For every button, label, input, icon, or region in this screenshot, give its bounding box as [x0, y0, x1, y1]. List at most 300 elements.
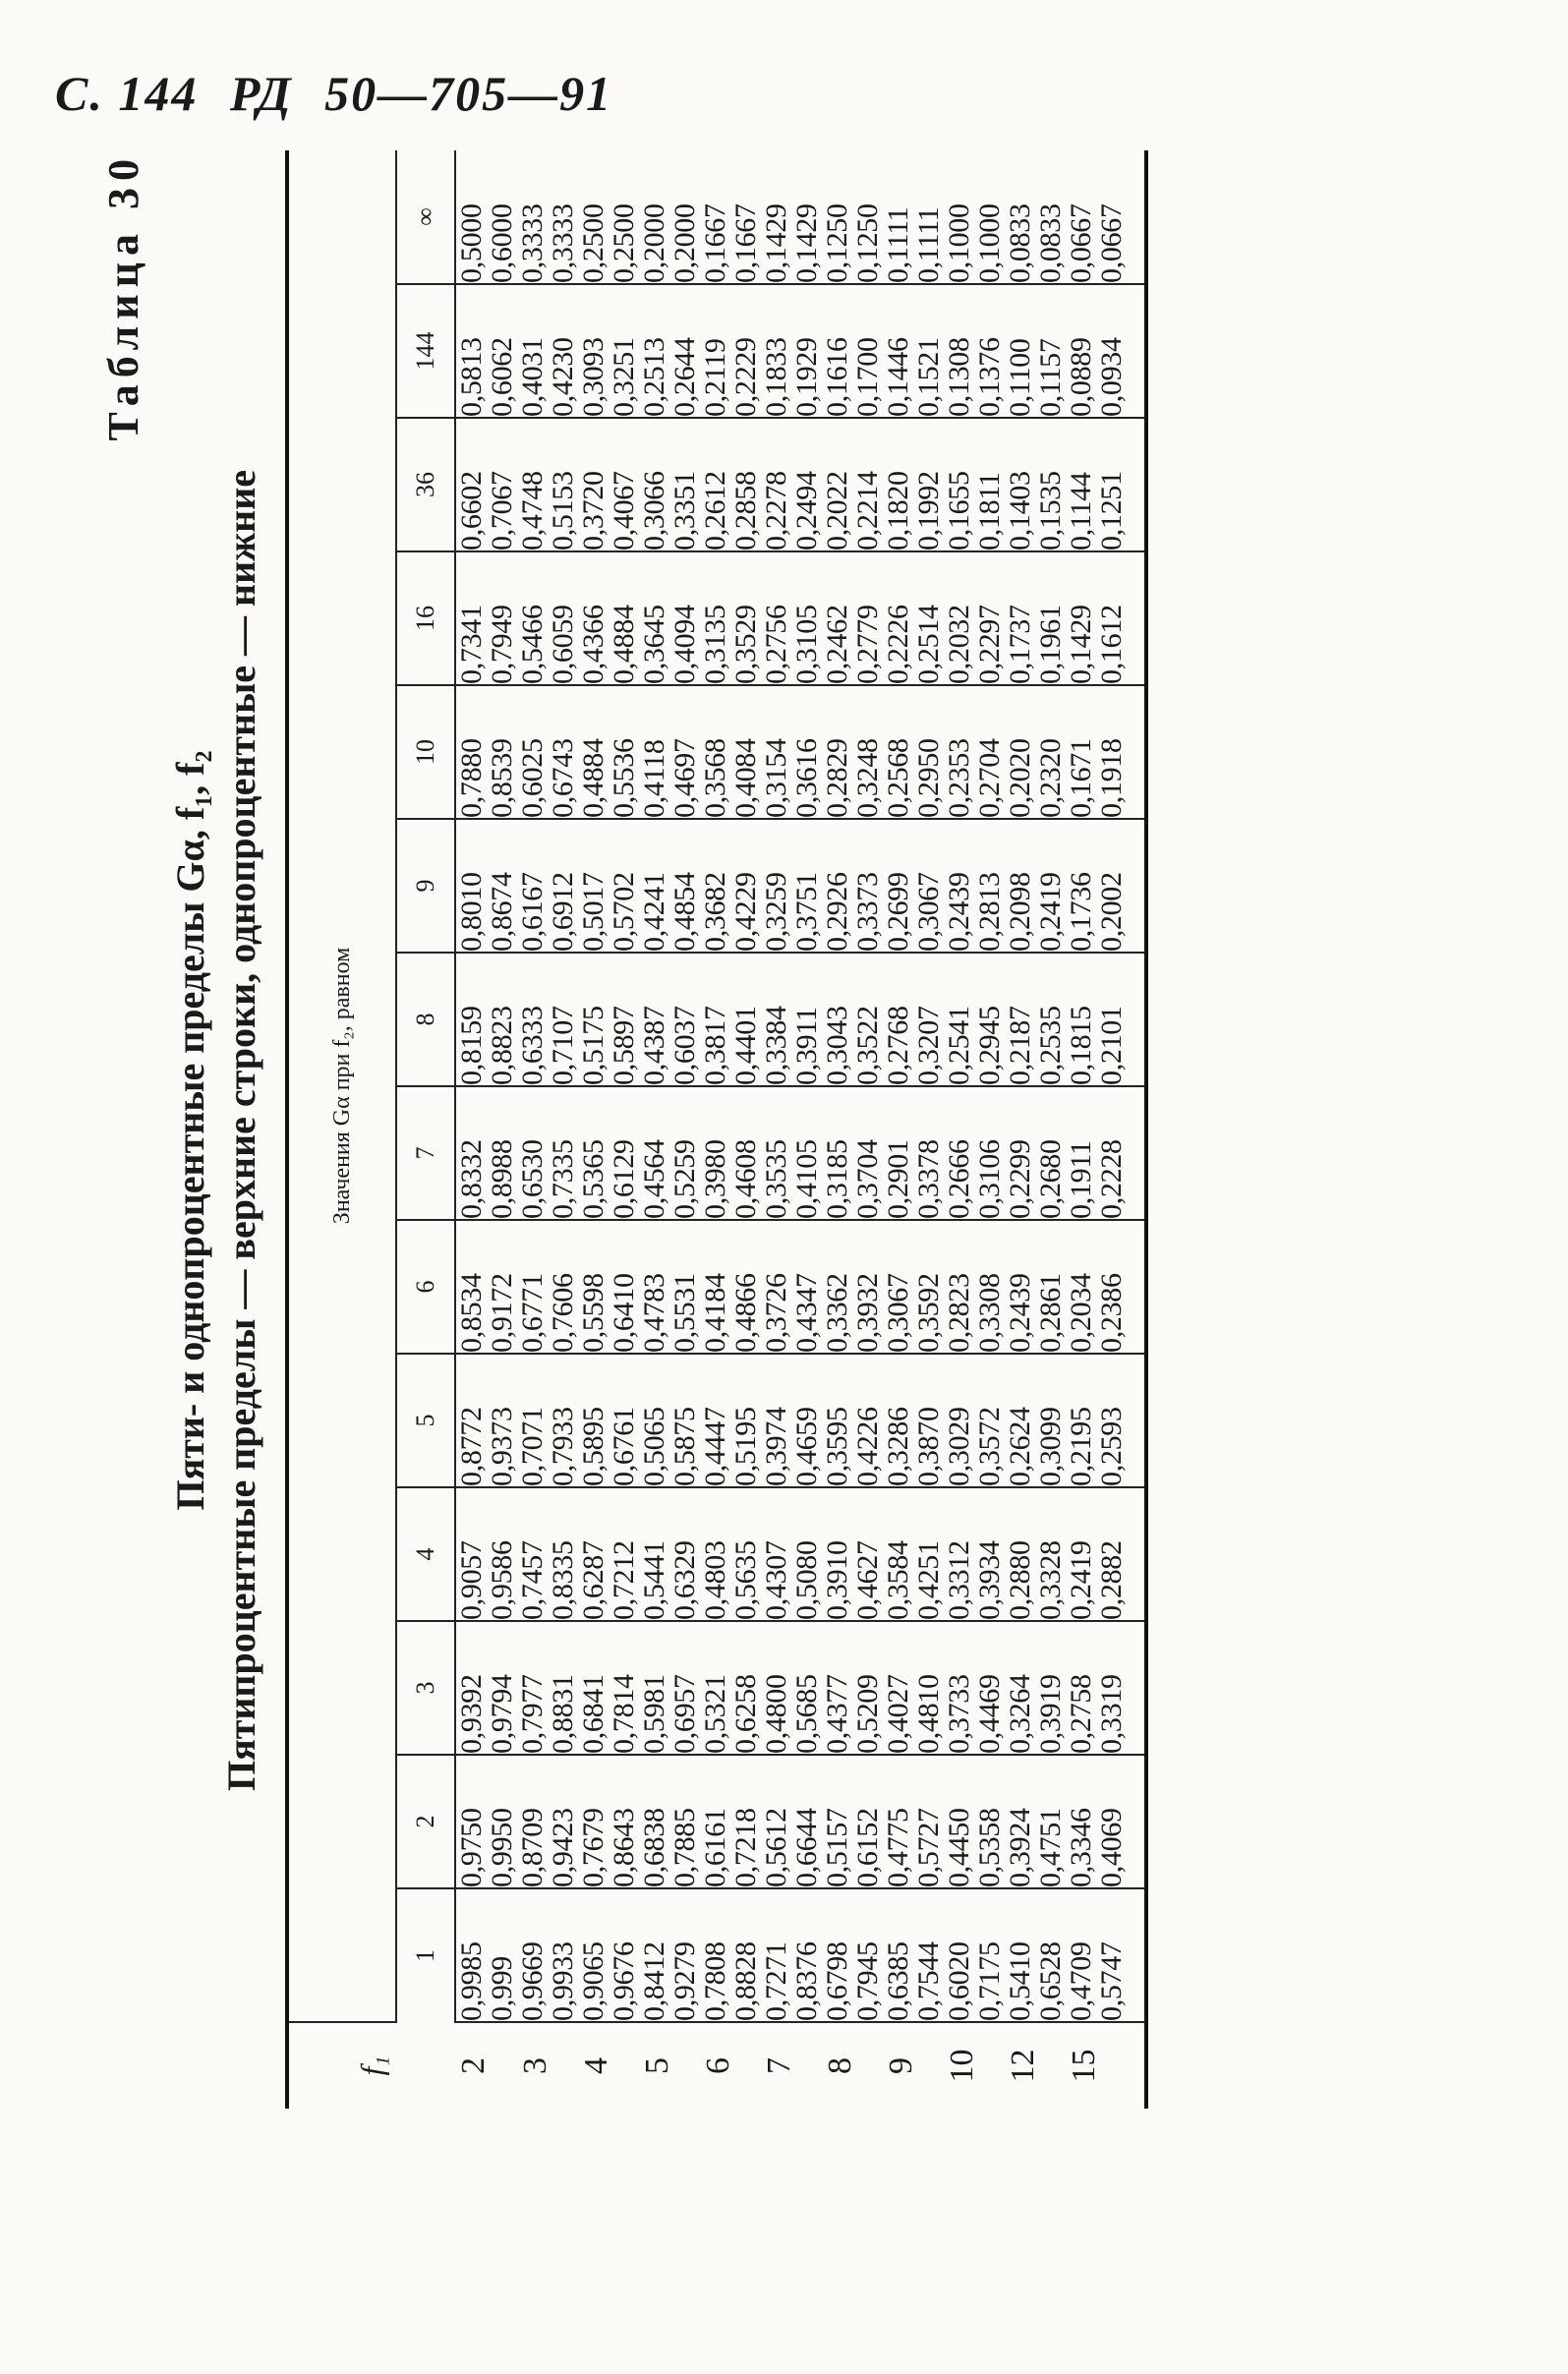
five-percent-value: 0,2000	[638, 203, 670, 283]
table-cell	[944, 150, 1005, 284]
five-percent-value: 0,5065	[638, 1407, 670, 1486]
table-cell	[822, 1888, 883, 2022]
one-percent-value: 0,5536	[608, 738, 640, 818]
one-percent-value: 0,4084	[729, 738, 762, 818]
five-percent-value: 0,2666	[943, 1139, 975, 1219]
table-cell	[578, 819, 639, 953]
one-percent-value: 0,8674	[486, 872, 518, 952]
five-percent-value: 0,2568	[882, 738, 914, 818]
five-percent-value: 0,0667	[1065, 203, 1097, 283]
table-cell	[639, 418, 700, 551]
five-percent-value: 0,1111	[882, 206, 914, 283]
five-percent-value: 0,2624	[1004, 1407, 1036, 1486]
table-cell	[761, 284, 822, 418]
one-percent-value: 0,1250	[851, 203, 884, 283]
one-percent-value: 0,2228	[1095, 1139, 1128, 1219]
rotated-table-block	[99, 152, 1465, 2109]
five-percent-value: 0,4775	[882, 1808, 914, 1887]
one-percent-value: 0,4230	[547, 337, 579, 417]
five-percent-value: 0,8332	[455, 1139, 488, 1219]
one-percent-value: 0,4251	[912, 1540, 945, 1620]
one-percent-value: 0,4067	[608, 471, 640, 550]
table-cell	[944, 551, 1005, 685]
one-percent-value: 0,7544	[912, 1941, 945, 2021]
table-cell	[639, 1220, 700, 1354]
one-percent-value: 0,8643	[608, 1808, 640, 1887]
five-percent-value: 0,5466	[516, 605, 549, 684]
one-percent-value: 0,4069	[1095, 1808, 1128, 1887]
table-cell	[883, 1487, 944, 1621]
table-cell	[761, 1354, 822, 1487]
five-percent-value: 0,3924	[1004, 1808, 1036, 1887]
one-percent-value: 0,3106	[973, 1139, 1006, 1219]
one-percent-value: 0,3870	[912, 1407, 945, 1486]
table-cell	[883, 150, 944, 284]
table-row	[944, 150, 1005, 2109]
table-cell	[517, 1621, 578, 1755]
one-percent-value: 0,5685	[790, 1674, 823, 1754]
five-percent-value: 0,9985	[455, 1941, 488, 2021]
one-percent-value: 0,3616	[790, 738, 823, 818]
table-cell	[578, 150, 639, 284]
one-percent-value: 0,7606	[547, 1273, 579, 1353]
one-percent-value: 0,2494	[790, 471, 823, 550]
table-cell	[639, 1755, 700, 1888]
five-percent-value: 0,3726	[760, 1273, 792, 1353]
one-percent-value: 0,2945	[973, 1006, 1006, 1085]
table-cell	[578, 418, 639, 551]
five-percent-value: 0,4031	[516, 337, 549, 417]
table-cell	[1066, 1755, 1146, 1888]
five-percent-value: 0,1737	[1004, 605, 1036, 684]
five-percent-value: 0,3093	[577, 337, 610, 417]
table-cell	[455, 150, 517, 284]
five-percent-value: 0,0833	[1004, 203, 1036, 283]
table-cell	[517, 418, 578, 551]
five-percent-value: 0,2901	[882, 1139, 914, 1219]
one-percent-value: 0,2704	[973, 738, 1006, 818]
one-percent-value: 0,8376	[790, 1941, 823, 2021]
table-cell	[761, 150, 822, 284]
table-cell	[822, 1487, 883, 1621]
table-title: Пяти- и однопроцентные пределы Gα, f₁, f₂	[168, 750, 212, 1511]
five-percent-value: 0,7808	[699, 1941, 731, 2021]
five-percent-value: 0,3595	[821, 1407, 853, 1486]
table-cell	[944, 1354, 1005, 1487]
table-cell	[639, 150, 700, 284]
one-percent-value: 0,9950	[486, 1808, 518, 1887]
table-cell	[455, 1755, 517, 1888]
five-percent-value: 0,4447	[699, 1407, 731, 1486]
table-row	[700, 150, 761, 2109]
one-percent-value: 0,4697	[668, 738, 701, 818]
table-cell	[700, 1086, 761, 1220]
one-percent-value: 0,9676	[608, 1941, 640, 2021]
one-percent-value: 0,999	[486, 1955, 518, 2021]
five-percent-value: 0,6530	[516, 1139, 549, 1219]
table-cell	[639, 284, 700, 418]
five-percent-value: 0,2419	[1065, 1540, 1097, 1620]
five-percent-value: 0,3817	[699, 1006, 731, 1085]
one-percent-value: 0,5531	[668, 1273, 701, 1353]
table-cell	[761, 1621, 822, 1755]
table-cell	[1005, 418, 1066, 551]
one-percent-value: 0,2320	[1034, 738, 1067, 818]
table-cell	[944, 1220, 1005, 1354]
five-percent-value: 0,2768	[882, 1006, 914, 1085]
one-percent-value: 0,2644	[668, 337, 701, 417]
five-percent-value: 0,5598	[577, 1273, 610, 1353]
five-percent-value: 0,5441	[638, 1540, 670, 1620]
table-cell	[1005, 1220, 1066, 1354]
page-header	[55, 65, 630, 122]
table-cell	[455, 1220, 517, 1354]
table-body	[455, 150, 1146, 2109]
five-percent-value: 0,9750	[455, 1808, 488, 1887]
five-percent-value: 0,6771	[516, 1273, 549, 1353]
one-percent-value: 0,2002	[1095, 872, 1128, 952]
five-percent-value: 0,1911	[1065, 1140, 1097, 1219]
five-percent-value: 0,5000	[455, 203, 488, 283]
five-percent-value: 0,3043	[821, 1006, 853, 1085]
one-percent-value: 0,2214	[851, 471, 884, 550]
column-header: 36	[396, 418, 455, 551]
one-percent-value: 0,2386	[1095, 1273, 1128, 1353]
table-cell	[761, 1487, 822, 1621]
one-percent-value: 0,6152	[851, 1808, 884, 1887]
table-cell	[578, 1086, 639, 1220]
column-header: ∞	[396, 150, 455, 284]
table-cell	[1005, 953, 1066, 1086]
f1-value: 5	[639, 2057, 675, 2074]
one-percent-value: 0,7218	[729, 1808, 762, 1887]
column-header: 3	[396, 1621, 455, 1755]
table-cell	[578, 1888, 639, 2022]
table-cell	[944, 1621, 1005, 1755]
table-row	[639, 150, 700, 2109]
one-percent-value: 0,2229	[729, 337, 762, 417]
table-cell	[517, 953, 578, 1086]
one-percent-value: 0,3207	[912, 1006, 945, 1085]
five-percent-value: 0,1667	[699, 203, 731, 283]
five-percent-value: 0,4184	[699, 1273, 731, 1353]
one-percent-value: 0,3099	[1034, 1407, 1067, 1486]
limits-table	[285, 150, 1148, 2109]
one-percent-value: 0,9172	[486, 1273, 518, 1353]
five-percent-value: 0,7341	[455, 605, 488, 684]
table-cell	[639, 1354, 700, 1487]
table-cell	[822, 284, 883, 418]
table-cell	[1005, 1354, 1066, 1487]
table-cell	[639, 685, 700, 819]
one-percent-value: 0,4659	[790, 1407, 823, 1486]
table-cell	[761, 1755, 822, 1888]
one-percent-value: 0,3351	[668, 471, 701, 550]
f1-value: 6	[700, 2057, 736, 2074]
one-percent-value: 0,3378	[912, 1139, 945, 1219]
five-percent-value: 0,1250	[821, 203, 853, 283]
table-cell	[883, 1755, 944, 1888]
one-percent-value: 0,2858	[729, 471, 762, 550]
table-cell	[822, 1354, 883, 1487]
five-percent-value: 0,4450	[943, 1808, 975, 1887]
five-percent-value: 0,1308	[943, 337, 975, 417]
doc-number: 50—705—91	[324, 66, 613, 121]
five-percent-value: 0,8534	[455, 1273, 488, 1353]
table-cell	[822, 1086, 883, 1220]
five-percent-value: 0,6798	[821, 1941, 853, 2021]
one-percent-value: 0,5195	[729, 1407, 762, 1486]
table-cell	[1005, 1086, 1066, 1220]
five-percent-value: 0,1820	[882, 471, 914, 550]
one-percent-value: 0,3067	[912, 872, 945, 952]
five-percent-value: 0,1815	[1065, 1006, 1097, 1085]
five-percent-value: 0,1616	[821, 337, 853, 417]
column-header: 8	[396, 953, 455, 1086]
five-percent-value: 0,8772	[455, 1407, 488, 1486]
one-percent-value: 0,6644	[790, 1808, 823, 1887]
one-percent-value: 0,2297	[973, 605, 1006, 684]
table-row	[822, 150, 883, 2109]
table-cell	[1066, 1621, 1146, 1755]
one-percent-value: 0,5153	[547, 471, 579, 550]
five-percent-value: 0,6167	[516, 872, 549, 952]
one-percent-value: 0,3934	[973, 1540, 1006, 1620]
five-percent-value: 0,6287	[577, 1540, 610, 1620]
table-cell	[517, 819, 578, 953]
table-cell	[1066, 1086, 1146, 1220]
five-percent-value: 0,5410	[1004, 1941, 1036, 2021]
table-cell	[700, 150, 761, 284]
five-percent-value: 0,5175	[577, 1006, 610, 1085]
one-percent-value: 0,7945	[851, 1941, 884, 2021]
five-percent-value: 0,4800	[760, 1674, 792, 1754]
table-cell	[883, 1220, 944, 1354]
one-percent-value: 0,9586	[486, 1540, 518, 1620]
five-percent-value: 0,3067	[882, 1273, 914, 1353]
five-percent-value: 0,3135	[699, 605, 731, 684]
table-cell	[639, 1888, 700, 2022]
one-percent-value: 0,6258	[729, 1674, 762, 1754]
five-percent-value: 0,4709	[1065, 1941, 1097, 2021]
five-percent-value: 0,6161	[699, 1808, 731, 1887]
one-percent-value: 0,4094	[668, 605, 701, 684]
table-cell	[578, 953, 639, 1086]
table-cell	[1066, 418, 1146, 551]
five-percent-value: 0,2020	[1004, 738, 1036, 818]
table-cell	[1005, 551, 1066, 685]
one-percent-value: 0,3592	[912, 1273, 945, 1353]
five-percent-value: 0,2098	[1004, 872, 1036, 952]
table-cell	[883, 953, 944, 1086]
table-cell	[1005, 1755, 1066, 1888]
five-percent-value: 0,2513	[638, 337, 670, 417]
five-percent-value: 0,4884	[577, 738, 610, 818]
five-percent-value: 0,2500	[577, 203, 610, 283]
five-percent-value: 0,6333	[516, 1006, 549, 1085]
table-cell	[1066, 1220, 1146, 1354]
one-percent-value: 0,1111	[912, 206, 945, 283]
table-cell	[578, 551, 639, 685]
table-cell	[883, 685, 944, 819]
table-cell	[883, 284, 944, 418]
one-percent-value: 0,6062	[486, 337, 518, 417]
table-row	[578, 150, 639, 2109]
five-percent-value: 0,4387	[638, 1006, 670, 1085]
one-percent-value: 0,0667	[1095, 203, 1128, 283]
f1-header: f₁	[354, 2056, 389, 2076]
table-label: Таблица 30	[99, 152, 147, 441]
one-percent-value: 0,4226	[851, 1407, 884, 1486]
table-cell	[639, 551, 700, 685]
one-percent-value: 0,1157	[1034, 338, 1067, 417]
table-cell	[517, 685, 578, 819]
table-cell	[639, 1086, 700, 1220]
one-percent-value: 0,9423	[547, 1808, 579, 1887]
table-cell	[517, 284, 578, 418]
one-percent-value: 0,6037	[668, 1006, 701, 1085]
one-percent-value: 0,3105	[790, 605, 823, 684]
table-cell	[761, 1086, 822, 1220]
one-percent-value: 0,9794	[486, 1674, 518, 1754]
five-percent-value: 0,1446	[882, 337, 914, 417]
one-percent-value: 0,1521	[912, 337, 945, 417]
five-percent-value: 0,1671	[1065, 738, 1097, 818]
one-percent-value: 0,4347	[790, 1273, 823, 1353]
five-percent-value: 0,2462	[821, 605, 853, 684]
five-percent-value: 0,2439	[943, 872, 975, 952]
one-percent-value: 0,4627	[851, 1540, 884, 1620]
five-percent-value: 0,3535	[760, 1139, 792, 1219]
table-cell	[944, 1487, 1005, 1621]
table-cell	[944, 685, 1005, 819]
table-row	[1005, 150, 1066, 2109]
five-percent-value: 0,3384	[760, 1006, 792, 1085]
one-percent-value: 0,3529	[729, 605, 762, 684]
table-row	[455, 150, 517, 2109]
one-percent-value: 0,7933	[547, 1407, 579, 1486]
table-cell	[883, 1888, 944, 2022]
one-percent-value: 0,3308	[973, 1273, 1006, 1353]
five-percent-value: 0,6020	[943, 1941, 975, 2021]
five-percent-value: 0,1429	[760, 203, 792, 283]
table-row	[1066, 150, 1146, 2109]
five-percent-value: 0,7679	[577, 1808, 610, 1887]
table-cell	[455, 819, 517, 953]
table-row	[517, 150, 578, 2109]
one-percent-value: 0,2500	[608, 203, 640, 283]
five-percent-value: 0,2612	[699, 471, 731, 550]
one-percent-value: 0,5727	[912, 1808, 945, 1887]
one-percent-value: 0,2000	[668, 203, 701, 283]
one-percent-value: 0,3751	[790, 872, 823, 952]
one-percent-value: 0,8539	[486, 738, 518, 818]
one-percent-value: 0,2882	[1095, 1540, 1128, 1620]
one-percent-value: 0,1700	[851, 337, 884, 417]
table-cell	[822, 1220, 883, 1354]
table-cell	[883, 1621, 944, 1755]
table-cell	[883, 551, 944, 685]
one-percent-value: 0,6329	[668, 1540, 701, 1620]
five-percent-value: 0,8159	[455, 1006, 488, 1085]
five-percent-value: 0,4241	[638, 872, 670, 952]
five-percent-value: 0,2195	[1065, 1407, 1097, 1486]
five-percent-value: 0,2926	[821, 872, 853, 952]
five-percent-value: 0,1144	[1065, 472, 1097, 550]
group-header: Значения Gα при f₂, равном	[287, 150, 396, 2022]
one-percent-value: 0,2419	[1034, 872, 1067, 952]
table-cell	[761, 551, 822, 685]
five-percent-value: 0,2880	[1004, 1540, 1036, 1620]
one-percent-value: 0,7212	[608, 1540, 640, 1620]
five-percent-value: 0,5157	[821, 1808, 853, 1887]
one-percent-value: 0,1667	[729, 203, 762, 283]
five-percent-value: 0,7457	[516, 1540, 549, 1620]
five-percent-value: 0,0889	[1065, 337, 1097, 417]
one-percent-value: 0,4751	[1034, 1808, 1067, 1887]
five-percent-value: 0,2829	[821, 738, 853, 818]
one-percent-value: 0,1992	[912, 471, 945, 550]
five-percent-value: 0,3286	[882, 1407, 914, 1486]
one-percent-value: 0,6761	[608, 1407, 640, 1486]
five-percent-value: 0,9669	[516, 1941, 549, 2021]
five-percent-value: 0,3584	[882, 1540, 914, 1620]
table-cell	[700, 284, 761, 418]
one-percent-value: 0,1811	[973, 472, 1006, 550]
five-percent-value: 0,2758	[1065, 1674, 1097, 1754]
table-cell	[944, 953, 1005, 1086]
five-percent-value: 0,6602	[455, 471, 488, 550]
five-percent-value: 0,3720	[577, 471, 610, 550]
one-percent-value: 0,8335	[547, 1540, 579, 1620]
one-percent-value: 0,4469	[973, 1674, 1006, 1754]
one-percent-value: 0,5209	[851, 1674, 884, 1754]
five-percent-value: 0,1736	[1065, 872, 1097, 952]
table-cell	[761, 418, 822, 551]
five-percent-value: 0,4748	[516, 471, 549, 550]
table-cell	[455, 1621, 517, 1755]
five-percent-value: 0,4307	[760, 1540, 792, 1620]
one-percent-value: 0,9933	[547, 1941, 579, 2021]
five-percent-value: 0,2187	[1004, 1006, 1036, 1085]
table-row	[883, 150, 944, 2109]
five-percent-value: 0,2353	[943, 738, 975, 818]
five-percent-value: 0,3185	[821, 1139, 853, 1219]
one-percent-value: 0,7814	[608, 1674, 640, 1754]
five-percent-value: 0,5813	[455, 337, 488, 417]
one-percent-value: 0,1961	[1034, 605, 1067, 684]
table-cell	[639, 819, 700, 953]
table-cell	[761, 1220, 822, 1354]
five-percent-value: 0,5365	[577, 1139, 610, 1219]
one-percent-value: 0,8823	[486, 1006, 518, 1085]
table-cell	[700, 1888, 761, 2022]
table-cell	[822, 551, 883, 685]
one-percent-value: 0,5875	[668, 1407, 701, 1486]
table-cell	[883, 819, 944, 953]
table-cell	[761, 685, 822, 819]
one-percent-value: 0,2813	[973, 872, 1006, 952]
table-cell	[1066, 819, 1146, 953]
five-percent-value: 0,5612	[760, 1808, 792, 1887]
table-cell	[1066, 284, 1146, 418]
one-percent-value: 0,1535	[1034, 471, 1067, 550]
one-percent-value: 0,2593	[1095, 1407, 1128, 1486]
one-percent-value: 0,0934	[1095, 337, 1128, 417]
table-cell	[455, 1487, 517, 1621]
one-percent-value: 0,5080	[790, 1540, 823, 1620]
one-percent-value: 0,8831	[547, 1674, 579, 1754]
